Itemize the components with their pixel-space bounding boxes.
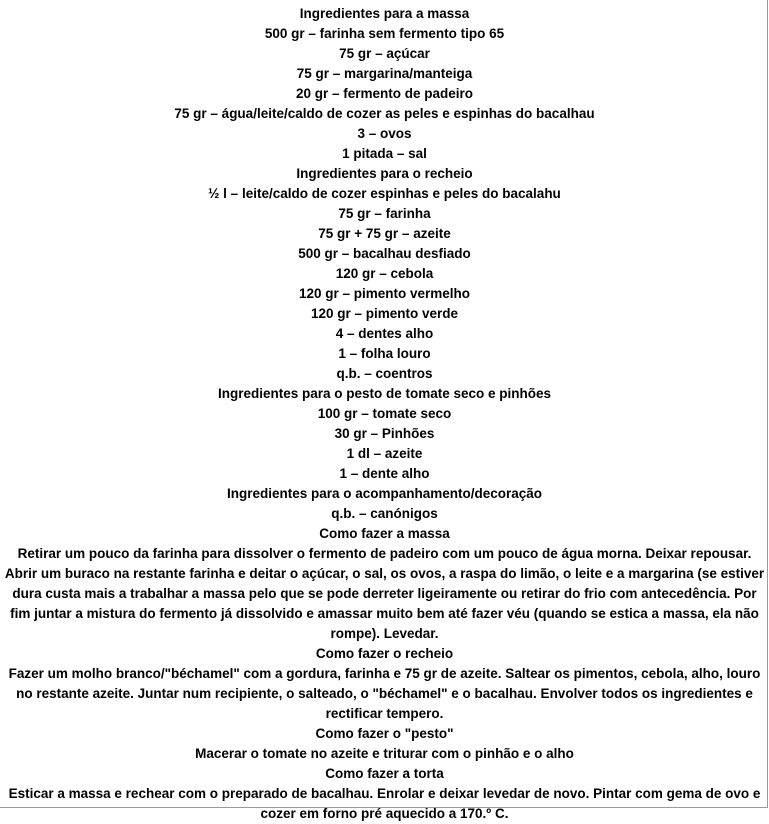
ingredient-line: 1 dl – azeite bbox=[346, 446, 423, 461]
step-heading-torta: Como fazer a torta bbox=[325, 766, 444, 781]
step-heading-massa: Como fazer a massa bbox=[319, 526, 450, 541]
step-heading-recheio: Como fazer o recheio bbox=[315, 646, 454, 661]
section-heading-massa: Ingredientes para a massa bbox=[299, 6, 470, 21]
ingredient-line: 75 gr + 75 gr – azeite bbox=[318, 226, 451, 241]
ingredient-line: 120 gr – cebola bbox=[335, 266, 434, 281]
step-text-torta: Esticar a massa e rechear com o preparado de bacalhau. Enrolar e deixar levedar de novo. Pintar com gema de ovo e cozer em forno pré aquecido a 170.º C. bbox=[8, 786, 761, 821]
ingredient-line: 75 gr – margarina/manteiga bbox=[296, 66, 473, 81]
step-text-pesto: Macerar o tomate no azeite e triturar com o pinhão e o alho bbox=[195, 746, 574, 761]
step-heading-pesto: Como fazer o "pesto" bbox=[315, 726, 454, 741]
ingredient-line: 20 gr – fermento de padeiro bbox=[295, 86, 474, 101]
section-heading-acompanhamento: Ingredientes para o acompanhamento/decoração bbox=[226, 486, 543, 501]
ingredient-line: 30 gr – Pinhões bbox=[334, 426, 435, 441]
ingredient-line: q.b. – canónigos bbox=[331, 506, 438, 521]
ingredient-line: 100 gr – tomate seco bbox=[317, 406, 452, 421]
section-heading-pesto: Ingredientes para o pesto de tomate seco e pinhões bbox=[217, 386, 552, 401]
ingredient-line: 75 gr – água/leite/caldo de cozer as peles e espinhas do bacalhau bbox=[174, 106, 595, 121]
ingredient-line: 75 gr – farinha bbox=[338, 206, 431, 221]
ingredient-line: 120 gr – pimento verde bbox=[310, 306, 459, 321]
step-text-recheio: Fazer um molho branco/"béchamel" com a gordura, farinha e 75 gr de azeite. Saltear os pimentos, cebola, alho, louro no restante azeite. Juntar num recipiente, o salteado, o "béchamel" e o bacalhau. Envolver todos os ingredientes e rectificar tempero. bbox=[8, 666, 761, 721]
section-heading-recheio: Ingredientes para o recheio bbox=[296, 166, 473, 181]
ingredient-line: 1 – folha louro bbox=[338, 346, 431, 361]
ingredient-line: 1 – dente alho bbox=[339, 466, 430, 481]
ingredient-line: q.b. – coentros bbox=[336, 366, 433, 381]
ingredient-line: 120 gr – pimento vermelho bbox=[298, 286, 471, 301]
ingredient-line: 3 – ovos bbox=[357, 126, 412, 141]
ingredient-line: 4 – dentes alho bbox=[335, 326, 434, 341]
ingredient-line: 75 gr – açúcar bbox=[339, 46, 430, 61]
ingredient-line: 500 gr – bacalhau desfiado bbox=[298, 246, 471, 261]
ingredient-line: 500 gr – farinha sem fermento tipo 65 bbox=[264, 26, 505, 41]
step-text-massa: Retirar um pouco da farinha para dissolver o fermento de padeiro com um pouco de água morna. Deixar repousar. Abrir um buraco na restante farinha e deitar o açúcar, o sal, os ovos, a raspa do limão, o leite e a margarina (se estiver dura custa mais a trabalhar a massa pelo que se pode derreter ligeiramente ou retirar do frio com antecedência. Por fim juntar a mistura do fermento já dissolvido e amassar muito bem até fazer véu (quando se estica a massa, ela não rompe). Levedar. bbox=[4, 546, 765, 641]
ingredient-line: ½ l – leite/caldo de cozer espinhas e peles do bacalahu bbox=[208, 186, 561, 201]
ingredient-line: 1 pitada – sal bbox=[342, 146, 427, 161]
